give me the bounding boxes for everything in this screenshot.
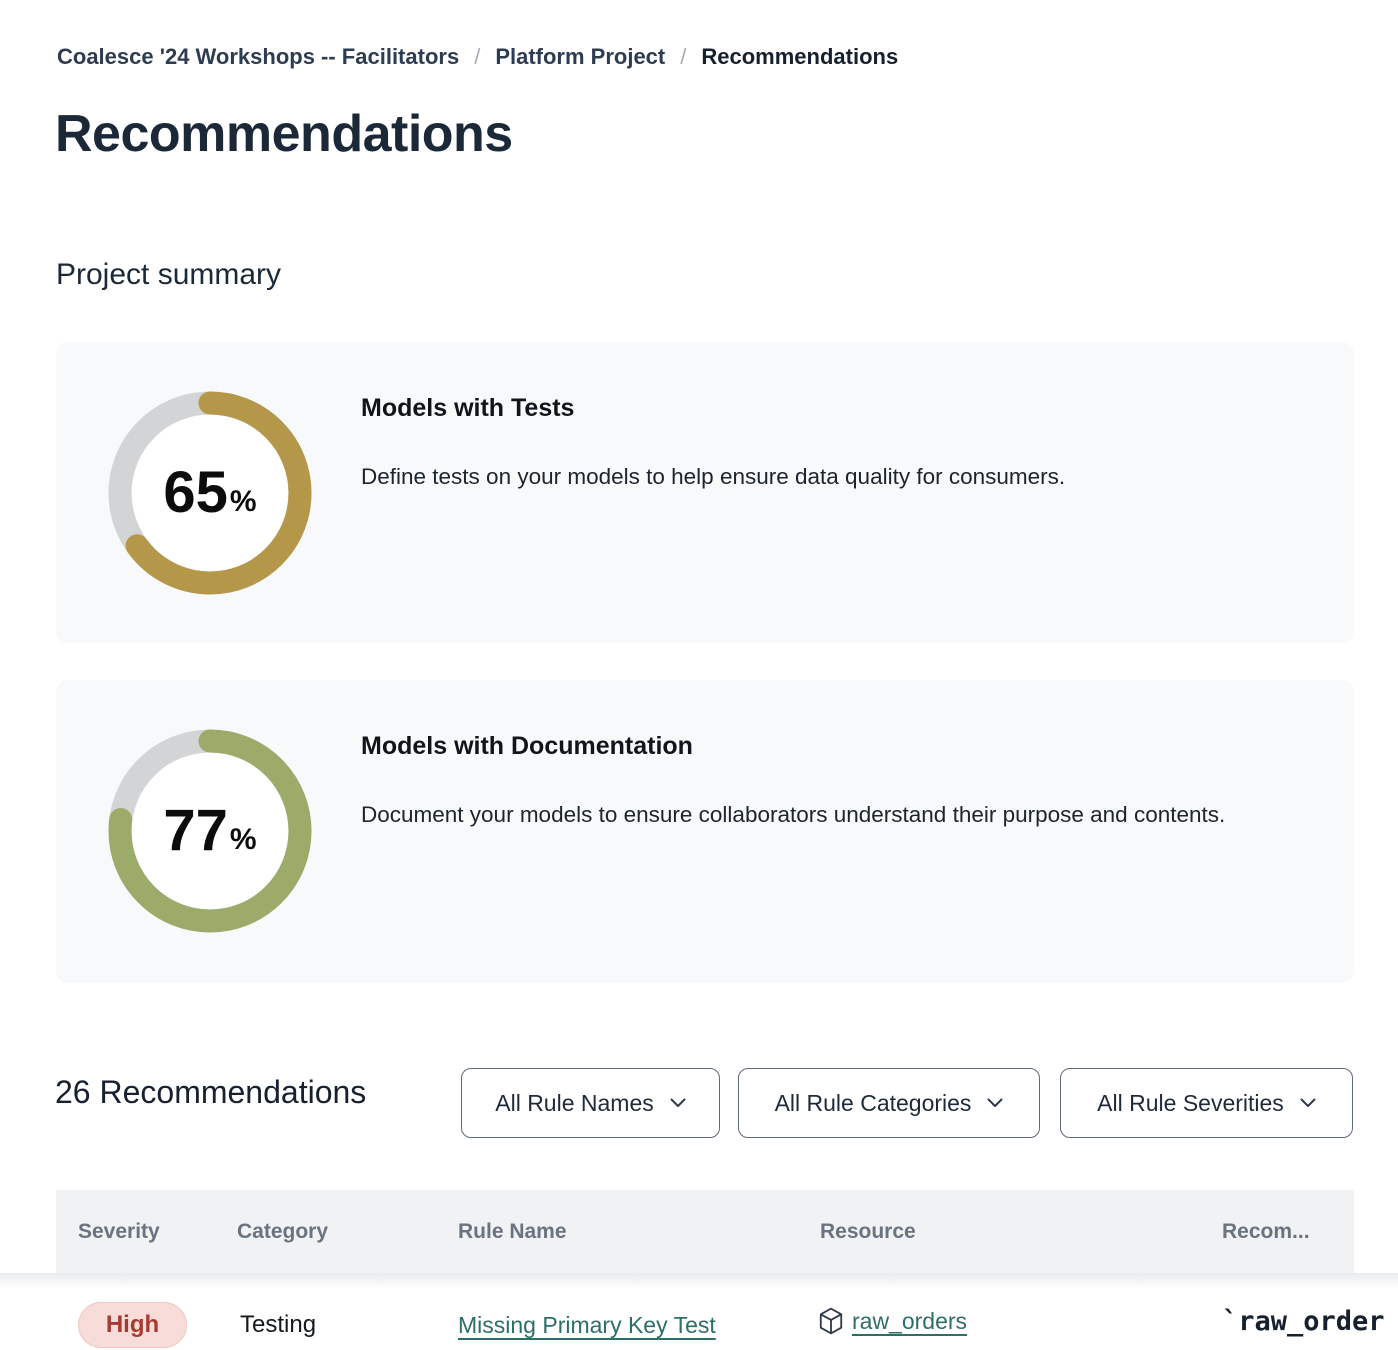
models-with-tests-card: [56, 342, 1354, 643]
rule-severities-filter-dropdown[interactable]: [1060, 1068, 1353, 1138]
tests-card-description: Define tests on your models to help ensure data quality for consumers.: [361, 464, 1066, 489]
docs-card-description: Document your models to ensure collaborators understand their purpose and contents.: [361, 802, 1226, 827]
column-header-category: Category: [237, 1219, 329, 1243]
docs-card-title: Models with Documentation: [361, 732, 693, 760]
rule-names-filter-dropdown[interactable]: [461, 1068, 720, 1138]
rule-name-link[interactable]: Missing Primary Key Test: [458, 1312, 716, 1338]
column-header-severity: Severity: [78, 1219, 160, 1243]
breadcrumb-item-account[interactable]: Coalesce '24 Workshops -- Facilitators: [57, 44, 460, 69]
chevron-down-icon: [670, 1098, 686, 1108]
breadcrumb-item-current: Recommendations: [701, 44, 899, 69]
resource-link[interactable]: raw_orders: [852, 1307, 968, 1334]
docs-percent-label: 77 %: [163, 798, 257, 863]
page-title: Recommendations: [55, 105, 513, 163]
tests-card-title: Models with Tests: [361, 394, 575, 422]
recommendation-cell: `raw_order: [1222, 1306, 1385, 1337]
rule-categories-filter-label: All Rule Categories: [774, 1089, 972, 1116]
chevron-down-icon: [1300, 1098, 1316, 1108]
category-cell: Testing: [240, 1311, 317, 1338]
breadcrumb-item-project[interactable]: Platform Project: [495, 44, 666, 69]
rule-names-filter-label: All Rule Names: [495, 1089, 654, 1116]
rule-categories-filter-dropdown[interactable]: [738, 1068, 1040, 1138]
rule-severities-filter-label: All Rule Severities: [1097, 1089, 1284, 1116]
cube-icon: [818, 1307, 844, 1335]
breadcrumb-separator: /: [474, 44, 481, 69]
recommendations-count-heading: 26 Recommendations: [55, 1074, 367, 1110]
breadcrumb-separator: /: [680, 44, 687, 69]
tests-percent-label: 65 %: [163, 460, 257, 525]
table-row[interactable]: [0, 1273, 1398, 1350]
column-header-rule-name: Rule Name: [458, 1219, 567, 1243]
project-summary-heading: Project summary: [56, 258, 282, 291]
severity-badge-high: High: [78, 1302, 187, 1348]
breadcrumb: [57, 44, 898, 70]
column-header-recommendation: Recom...: [1222, 1219, 1310, 1243]
docs-donut-chart: [108, 729, 312, 933]
table-header: [56, 1190, 1354, 1273]
chevron-down-icon: [987, 1098, 1003, 1108]
column-header-resource: Resource: [820, 1219, 916, 1243]
models-with-documentation-card: [56, 680, 1354, 983]
tests-donut-chart: [108, 391, 312, 595]
